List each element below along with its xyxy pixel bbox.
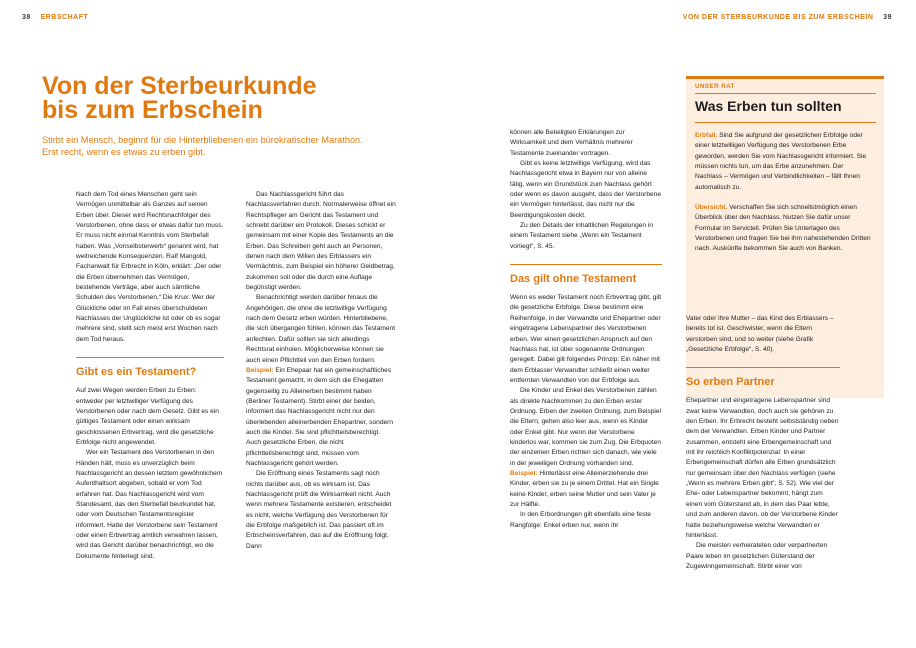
advice-kicker-rule [695, 93, 876, 94]
col3-paragraph-6 [510, 469, 662, 510]
heading-ohne-testament: Das gilt ohne Testament [510, 273, 637, 286]
col2-paragraph-2: Benachrichtigt werden darüber hinaus die Angehörigen, die ohne die letztwillige Verfügung nach dem Gesetz erben würden. Hinterbliebene, die sich übergangen fühlen, können das Testament anfechten. Dafür sollten sie sich allerdings Rechtsrat einholen. Möglicherweise können sie auch einen Pflichtteil von den Erben fordern. [246, 294, 396, 364]
title-line-1: Von der Sterbeurkunde [42, 72, 317, 100]
advice-title-rule [695, 122, 876, 123]
section-label-left: ERBSCHAFT [40, 14, 89, 21]
heading-rule [510, 264, 662, 265]
column-3 [510, 128, 662, 531]
advice-item-text: Sind Sie aufgrund der gesetzlichen Erbfolge oder einer letztwilligen Verfügung des Verstorbenen Erbe geworden, werden Sie vom Nachlassgericht informiert. Sie müssen nichts tun, um das Erbe anzunehmen. Der Nachlass – Vermögen und Verbindlichkeiten – fällt Ihnen automatisch zu. [695, 132, 867, 191]
example-text: Hinterlässt eine Alleinerziehende drei Kinder, erben sie zu je einem Drittel. Hat ein Single keine Kinder, erben seine Mutter und sein Vater je zur Hälfte. [510, 469, 659, 508]
advice-item-uebersicht [695, 203, 871, 255]
section-label-right: VON DER STERBEURKUNDE BIS ZUM ERBSCHEIN [682, 14, 874, 21]
advice-item-text: Verschaffen Sie sich schnellstmöglich einen Überblick über den Nachlass. Nutzen Sie dafür unser Formular im Servicteil. Prüfen Sie Unterlagen des Verstorbenen und fragen Sie bei ihm nahestehenden Dritten nach. Auskünfte bekommen Sie auch von Banken. [695, 204, 871, 253]
col2-paragraph-1: Das Nachlassgericht führt das Nachlassverfahren durch: Normalerweise öffnet ein Rechtspfleger am Gericht das Testament und schreibt darüber ein Protokoll. Dieses schickt er gemeinsam mit einer Kopie des Testaments an die Erben. Das Schreiben geht auch an Personen, denen nach dem Willen des Erblassers ein Vermächtnis, zum Beispiel ein höherer Geldbetrag, zukommen soll oder die durch eine Auflage begünstigt werden. [246, 191, 396, 292]
col3-paragraph-5: Die Kinder und Enkel des Verstorbenen zählen als direkte Nachkommen zu den Erben erster Ordnung. Erben der zweiten Ordnung, zum Beispiel die Eltern, gehen also leer aus, wenn es Kinder oder Enkel gibt. Nur wenn der Verstorbene kinderlos war, kommen sie zum Zug. Die Erbquoten der einzelnen Erben richten sich danach, wie viele in der jeweiligen Ordnung vorhanden sind. [510, 387, 662, 467]
col3-paragraph-3: Zu den Details der inhaltlichen Regelungen in einem Testament siehe „Wenn ein Testament vorliegt“, S. 45. [510, 222, 654, 250]
heading-rule [76, 357, 224, 358]
advice-item-erbfall [695, 131, 871, 193]
col3-paragraph-1: können alle Beteiligten Erklärungen zur Wirksamkeit und dem Verhältnis mehrerer Testamente zueinander vortragen. [510, 129, 633, 157]
advice-kicker: UNSER RAT [695, 83, 735, 90]
heading-so-erben-partner: So erben Partner [686, 376, 775, 389]
heading-rule [686, 367, 840, 368]
col4-paragraph-3: Die meisten verheirateten oder verpartnerten Paare leben im gesetzlichen Güterstand der Zugewinngemeinschaft. Stirbt einer von [686, 542, 828, 570]
col1-paragraph-3: Wer ein Testament des Verstorbenen in den Händen hält, muss es unverzüglich beim Nachlassgericht an dessen letztem gewöhnlichem Aufenthaltsort abgeben, sobald er vom Tod erfahren hat. Das Nachlassgericht wird vom Standesamt, das den Sterbefall beurkundet hat, oder vom Deutschen Testamentsregister informiert. Hatte der Verstorbene sein Testament oder einen Erbvertrag amtlich verwahren lassen, wird das Gericht darüber benachrichtigt, wo die Dokumente hinterlegt sind. [76, 449, 223, 560]
advice-item-label: Erbfall. [695, 132, 718, 139]
column-2 [246, 190, 396, 552]
advice-body [695, 131, 871, 255]
example-label: Beispiel: [510, 469, 538, 477]
advice-title: Was Erben tun sollten [695, 98, 842, 114]
col2-paragraph-3 [246, 366, 396, 469]
column-1 [76, 190, 224, 562]
page-number-left: 38 [22, 14, 31, 21]
article-title [42, 74, 372, 122]
column-4 [686, 314, 840, 572]
title-line-2: bis zum Erbschein [42, 96, 263, 124]
col3-paragraph-7: In den Erbordnungen gilt ebenfalls eine feste Rangfolge: Enkel erben nur, wenn ihr [510, 511, 651, 529]
col4-paragraph-1: Vater oder ihre Mutter – das Kind des Erblassers – bereits tot ist. Geschwister, wenn die Eltern verstorben sind, und so weiter (siehe Grafik „Gesetzliche Erbfolge“, S. 40). [686, 315, 834, 354]
running-header-right [683, 14, 892, 21]
col4-paragraph-2: Ehepartner und eingetragene Lebenspartner sind zwar keine Verwandten, doch auch sie gehören zu den Erben. Ihr Erbrecht besteht selbstständig neben dem der Verwandten. Erben Kinder und Partner zusammen, entsteht eine Erbengemeinschaft und mit ihr reichlich Konfliktpotenzial: In einer Erbengemeinschaft dürfen alle Erben grundsätzlich nur gemeinsam über den Nachlass verfügen (siehe „Wenn es mehrere Erben gibt“, S. 52). Wie viel der Ehe- oder Lebenspartner bekommt, hängt zum einen vom Güterstand ab, in dem das Paar lebte, und zum anderen davon, ob der Verstorbene Kinder hatte beziehungsweise welche Verwandten er hinterlässt. [686, 397, 839, 539]
col2-paragraph-4: Die Eröffnung eines Testaments sagt noch nichts darüber aus, ob es wirksam ist. Das Nachlassgericht prüft die Wirksamkeit nicht. Auch wenn mehrere Testamente existieren, entscheidet es nicht, welche Verfügung des Verstorbenen für die Erbfolge maßgeblich ist. Das passiert oft im Erbscheinsverfahren, das auf die Eröffnung folgt. Dann [246, 470, 392, 550]
page-number-right: 39 [883, 14, 892, 21]
col3-paragraph-2: Gibt es keine letztwillige Verfügung, wird das Nachlassgericht etwa in Bayern nur von alleine tätig, wenn ein Grundstück zum Nachlass gehört oder wenn es davon ausgeht, dass der Verstorbene ein Vermögen hinterlässt, das nicht nur die Beerdigungskosten deckt. [510, 160, 662, 219]
col1-paragraph-1: Nach dem Tod eines Menschen geht sein Vermögen unmittelbar als Ganzes auf seinen Erben über. Dieser wird Rechtsnachfolger des Verstorbenen, ohne dass er etwas dafür tun muss. Er muss nicht einmal Kenntnis vom Sterbefall haben. Was „Vonselbsterwerb“ genannt wird, hat weitreichende Konsequenzen. Ralf Mangold, Fachanwalt für Erbrecht in Köln, erklärt: „Der oder die Erben übernehmen das Vermögen, bestehende Verträge, aber auch sämtliche Schulden des Verstorbenen.“ Die Krux: Wer der Glückliche oder im Fall eines überschuldeten Nachlasses der Unglückliche ist oder ob es sogar mehrere sind, stellt sich meist erst Wochen nach dem Tod heraus. [76, 191, 224, 343]
heading-gibt-es-testament: Gibt es ein Testament? [76, 366, 197, 379]
example-label: Beispiel: [246, 366, 274, 374]
advice-item-label: Übersicht. [695, 204, 728, 212]
example-text: Ein Ehepaar hat ein gemeinschaftliches Testament gemacht, in dem sich die Ehegatten gegenseitig zu Alleinerben bestimmt haben (Berliner Testament). Stirbt einer der beiden, informiert das Nachlassgericht nicht nur den überlebenden alleinerbenden Ehepartner, sondern auch die Kinder. Sie sind pflichtteilsberechtigt. Auch gesetzliche Erben, die nicht pflichtteilsberechtigt sind, müssen vom Nachlassgericht gehört werden. [246, 366, 394, 467]
col1-paragraph-2: Auf zwei Wegen werden Erben zu Erben: entweder per letztwilliger Verfügung des Verstorbenen oder nach dem Gesetz. Gibt es ein gültiges Testament oder einen wirksam geschlossenen Erbvertrag, wird die gesetzliche Erbfolge nicht angewendet. [76, 387, 219, 446]
col3-paragraph-4: Wenn es weder Testament noch Erbvertrag gibt, gilt die gesetzliche Erbfolge. Diese bestimmt eine Reihenfolge, in der Verwandte und Ehepartner oder eingetragene Lebenspartner des Verstorbenen erben. Wer einen gesetzlichen Anspruch auf den Nachlass hat, ist über sogenannte Ordnungen geregelt. Dabei gilt folgendes Prinzip: Ein näher mit dem Erblasser Verwandter schließt einen weiter entfernten Verwandten von der Erbfolge aus. [510, 294, 662, 384]
lead-paragraph: Stirbt ein Mensch, beginnt für die Hinterbliebenen ein bürokratischer Marathon. Erst recht, wenn es etwas zu erben gibt. [42, 135, 363, 157]
running-header-left [22, 14, 88, 21]
